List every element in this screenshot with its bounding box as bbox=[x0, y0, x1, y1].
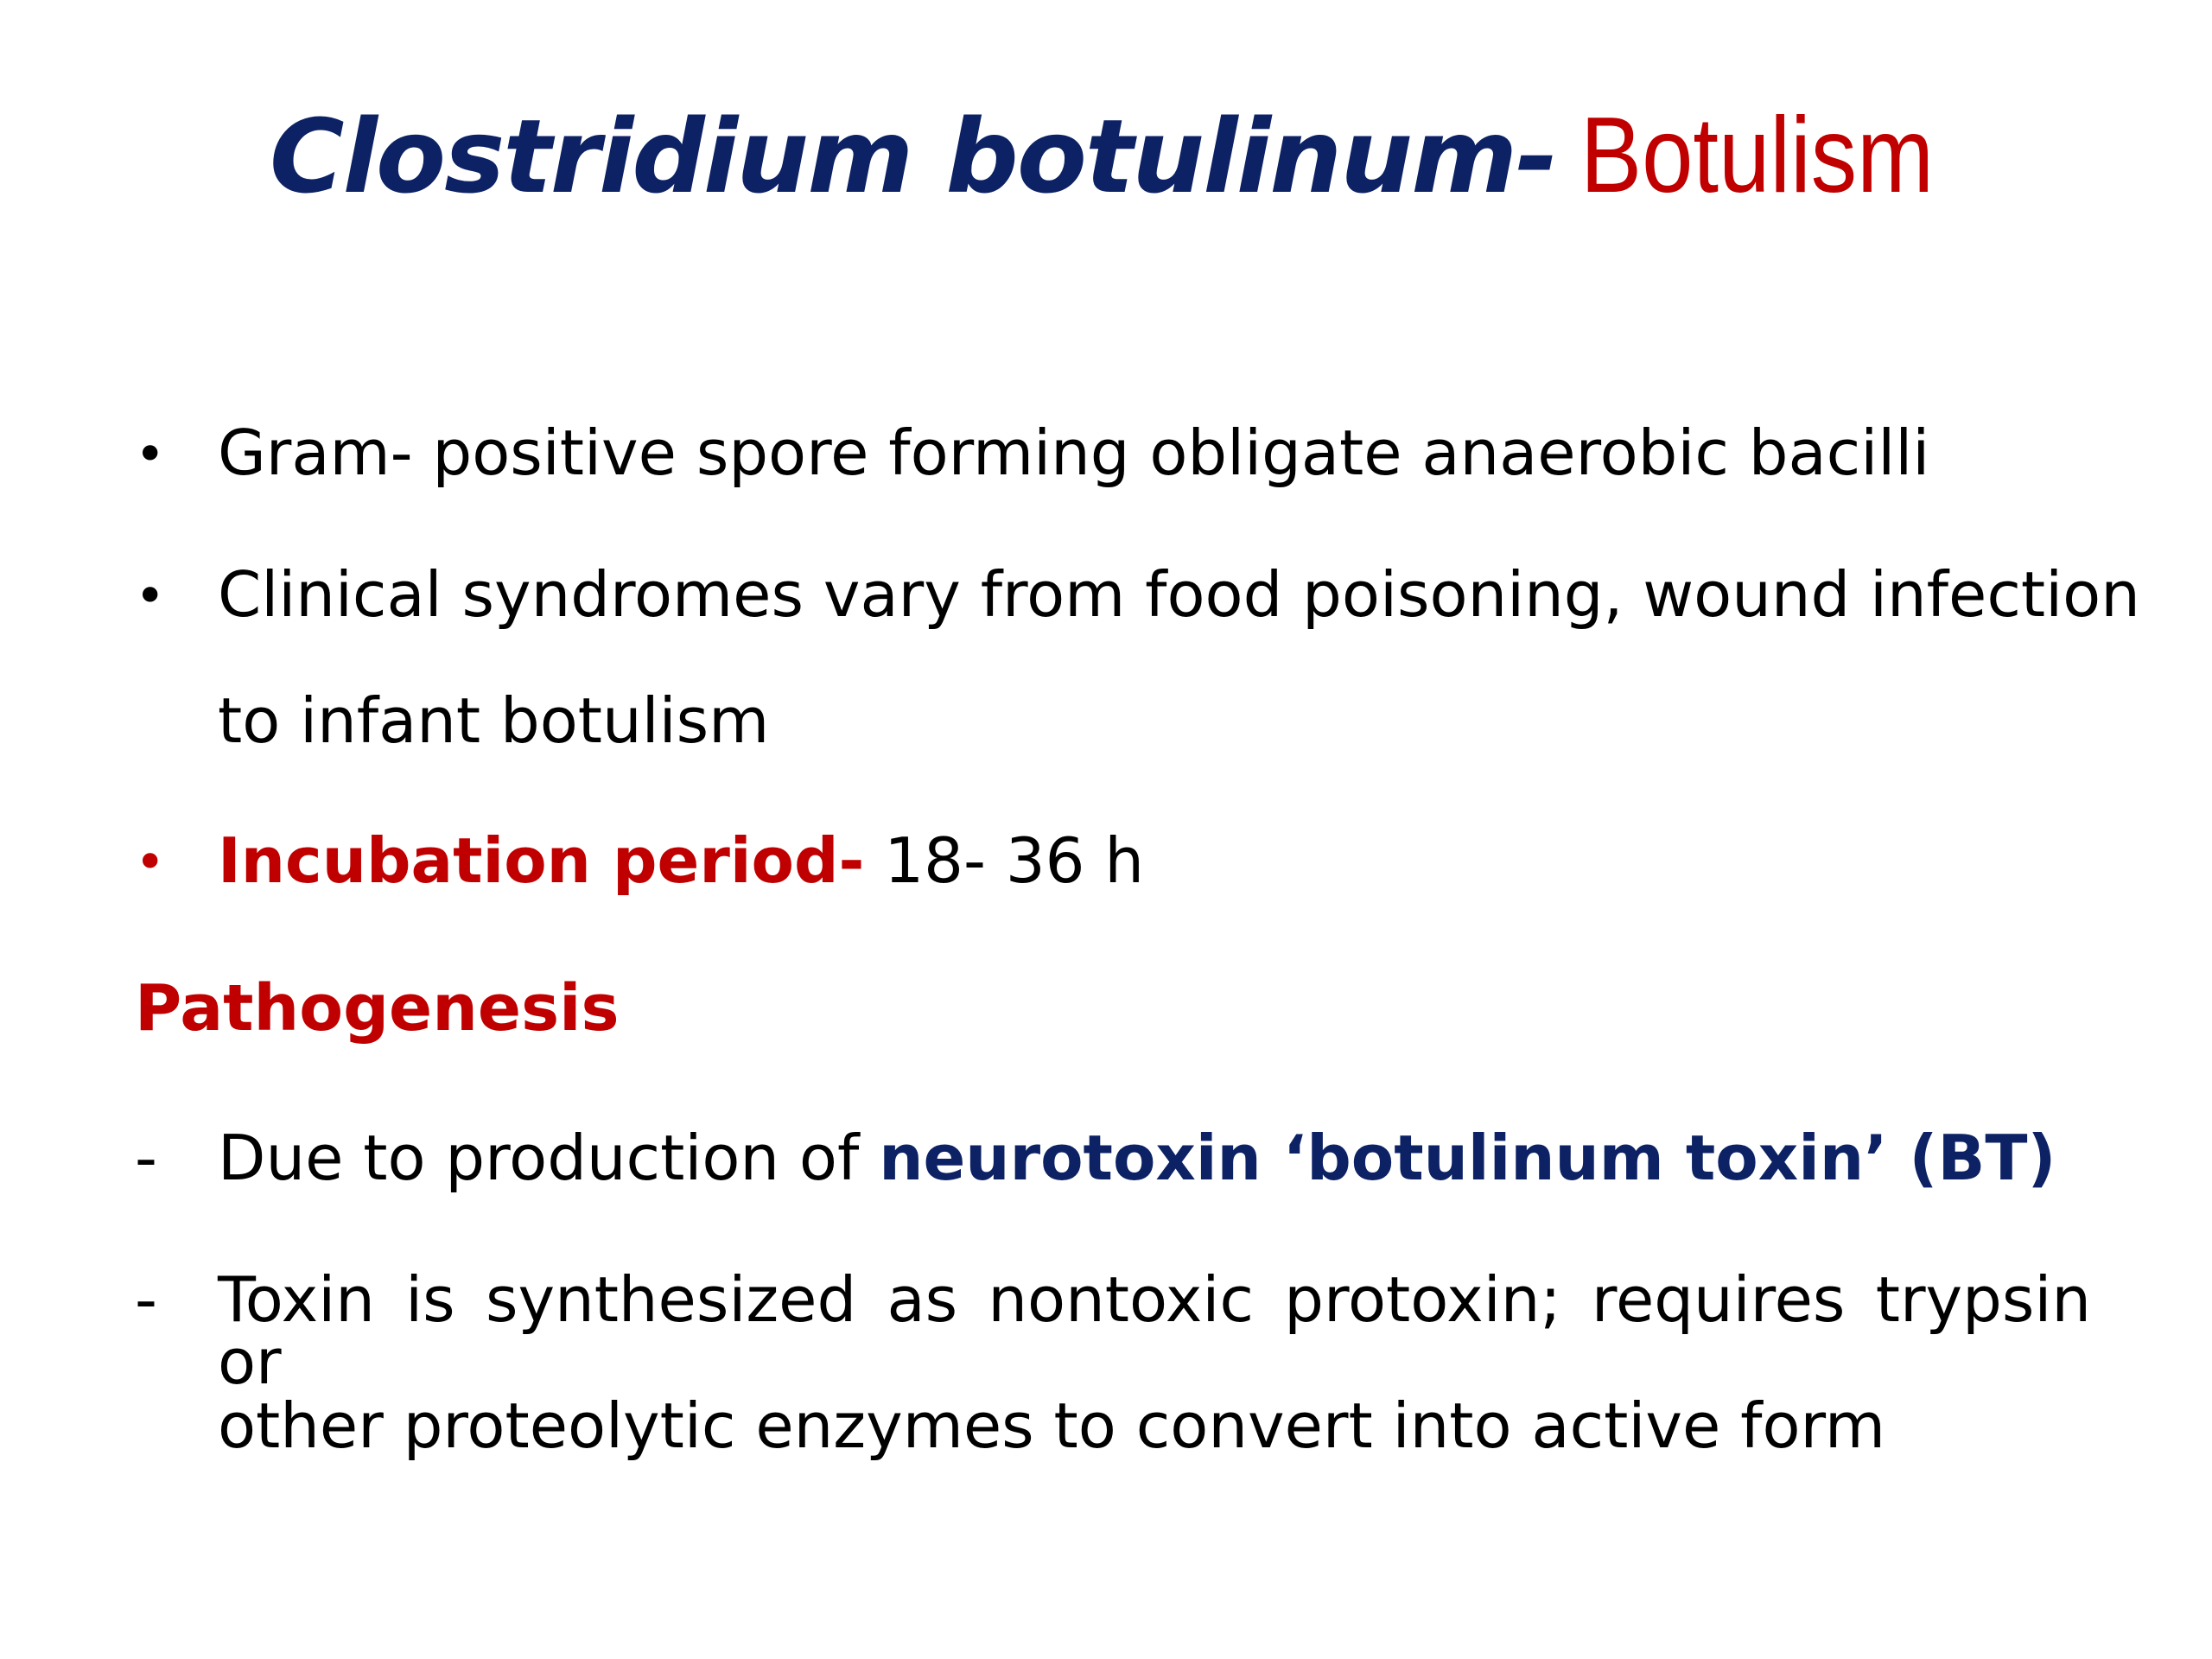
bullet-text-line-2: to infant botulism bbox=[218, 684, 770, 757]
dash-text-line-2: other proteolytic enzymes to convert into active form bbox=[218, 1389, 1886, 1462]
dash-text bbox=[218, 1122, 2056, 1194]
title-organism-name: Clostridium botulinum- bbox=[270, 97, 1557, 216]
bullet-marker: • bbox=[135, 832, 166, 893]
section-heading-pathogenesis: Pathogenesis bbox=[135, 971, 620, 1046]
dash-marker: - bbox=[135, 1263, 157, 1336]
dash-text-prefix: Due to production of bbox=[218, 1122, 880, 1194]
bullet-text bbox=[218, 824, 1144, 897]
slide-title bbox=[270, 96, 1992, 216]
bullet-text-line-1: Clinical syndromes vary from food poisoning, wound infection bbox=[218, 558, 2140, 631]
dash-marker: - bbox=[135, 1122, 157, 1194]
bullet-text: Gram- positive spore forming obligate anaerobic bacilli bbox=[218, 416, 1930, 489]
title-disease-name: Botulism bbox=[1580, 96, 1935, 215]
dash-text-line-1: Toxin is synthesized as nontoxic protoxin; requires trypsin or bbox=[218, 1263, 2091, 1398]
incubation-value: 18- 36 h bbox=[864, 824, 1144, 897]
neurotoxin-highlight: neurotoxin ‘botulinum toxin’ (BT) bbox=[879, 1122, 2056, 1194]
incubation-label: Incubation period- bbox=[218, 824, 865, 897]
bullet-marker: • bbox=[135, 566, 166, 626]
bullet-marker: • bbox=[135, 424, 166, 485]
